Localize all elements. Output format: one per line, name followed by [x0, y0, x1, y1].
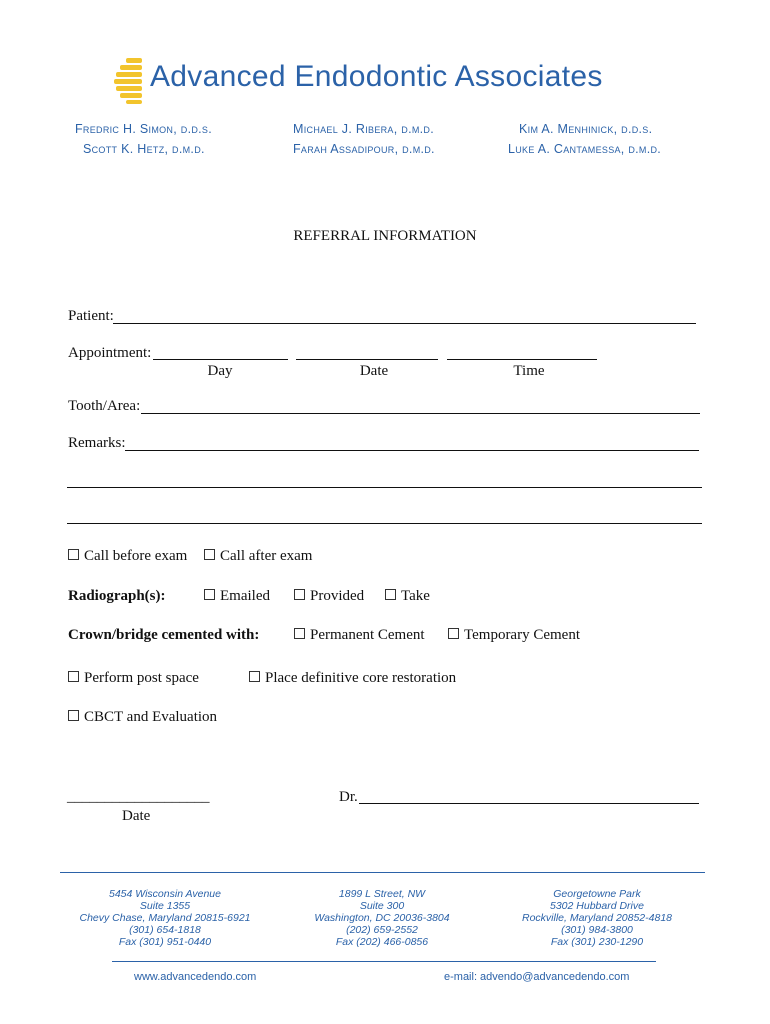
- core-restoration-option[interactable]: [249, 670, 456, 687]
- temporary-cement-label: Temporary Cement: [464, 627, 580, 643]
- office-address-rockville: [507, 888, 687, 948]
- office-address-chevy-chase: [75, 888, 255, 948]
- temporary-cement-option[interactable]: [448, 627, 580, 644]
- date-signature-field[interactable]: ___________________: [67, 789, 210, 805]
- call-before-exam-label: Call before exam: [84, 548, 188, 564]
- emailed-label: Emailed: [220, 588, 270, 604]
- core-restoration-label: Place definitive core restoration: [265, 670, 457, 686]
- checkbox-icon[interactable]: [385, 589, 396, 600]
- remarks-line[interactable]: [67, 487, 702, 488]
- doctor-label: Dr.: [339, 789, 358, 805]
- address-line: Suite 1355: [139, 900, 191, 912]
- patient-label: Patient:: [68, 308, 114, 324]
- tooth-area-field[interactable]: [141, 413, 700, 414]
- day-label: Day: [207, 363, 233, 379]
- address-line: Chevy Chase, Maryland 20815-6921: [79, 912, 251, 924]
- doctor-name: Farah Assadipour, d.m.d.: [293, 142, 435, 156]
- address-line: Rockville, Maryland 20852-4818: [522, 912, 672, 924]
- checkbox-icon[interactable]: [448, 628, 459, 639]
- doctor-name: Fredric H. Simon, d.d.s.: [75, 122, 212, 136]
- doctor-name: Michael J. Ribera, d.m.d.: [293, 122, 434, 136]
- permanent-cement-label: Permanent Cement: [310, 627, 425, 643]
- footer-divider-2: [112, 961, 656, 962]
- brand-name: Advanced Endodontic Associates: [150, 60, 603, 93]
- appointment-time-field[interactable]: [447, 359, 597, 360]
- fax: Fax (301) 230-1290: [550, 936, 644, 948]
- email-link[interactable]: e-mail: advendo@advancedendo.com: [444, 971, 630, 983]
- phone: (301) 984-3800: [561, 924, 633, 936]
- crown-bridge-label: Crown/bridge cemented with:: [68, 627, 260, 643]
- footer-divider: [60, 872, 705, 873]
- checkbox-icon[interactable]: [204, 549, 215, 560]
- checkbox-icon[interactable]: [294, 589, 305, 600]
- doctor-signature-field[interactable]: [359, 803, 699, 804]
- fax: Fax (202) 466-0856: [335, 936, 429, 948]
- radiograph-provided-option[interactable]: [294, 588, 364, 605]
- website-link[interactable]: www.advancedendo.com: [134, 971, 257, 983]
- checkbox-icon[interactable]: [68, 549, 79, 560]
- address-line: 5302 Hubbard Drive: [550, 900, 644, 912]
- fax: Fax (301) 951-0440: [118, 936, 212, 948]
- date-label: Date: [359, 363, 389, 379]
- checkbox-icon[interactable]: [68, 710, 79, 721]
- phone: (202) 659-2552: [346, 924, 418, 936]
- date-signature-label: Date: [122, 808, 151, 824]
- call-after-exam-option[interactable]: [204, 548, 312, 565]
- appointment-label: Appointment:: [68, 345, 152, 361]
- post-space-option[interactable]: [68, 670, 199, 687]
- address-line: Washington, DC 20036-3804: [314, 912, 450, 924]
- appointment-day-field[interactable]: [153, 359, 288, 360]
- radiographs-label: Radiograph(s):: [68, 588, 166, 604]
- phone: (301) 654-1818: [129, 924, 201, 936]
- time-label: Time: [513, 363, 545, 379]
- remarks-label: Remarks:: [68, 435, 126, 451]
- doctor-name: Kim A. Menhinick, d.d.s.: [519, 122, 653, 136]
- take-label: Take: [401, 588, 430, 604]
- remarks-field[interactable]: [125, 450, 699, 451]
- provided-label: Provided: [310, 588, 365, 604]
- appointment-date-field[interactable]: [296, 359, 438, 360]
- address-line: 5454 Wisconsin Avenue: [109, 888, 221, 900]
- radiograph-take-option[interactable]: [385, 588, 430, 605]
- logo-icon: [114, 58, 144, 104]
- cbct-option[interactable]: [68, 709, 217, 726]
- form-title: REFERRAL INFORMATION: [293, 228, 477, 244]
- checkbox-icon[interactable]: [294, 628, 305, 639]
- checkbox-icon[interactable]: [68, 671, 79, 682]
- tooth-area-label: Tooth/Area:: [68, 398, 141, 414]
- patient-field[interactable]: [113, 323, 696, 324]
- checkbox-icon[interactable]: [249, 671, 260, 682]
- call-after-exam-label: Call after exam: [220, 548, 313, 564]
- permanent-cement-option[interactable]: [294, 627, 425, 644]
- doctor-name: Luke A. Cantamessa, d.m.d.: [508, 142, 662, 156]
- call-before-exam-option[interactable]: [68, 548, 187, 565]
- doctor-name: Scott K. Hetz, d.m.d.: [83, 142, 205, 156]
- post-space-label: Perform post space: [84, 670, 199, 686]
- address-line: 1899 L Street, NW: [338, 888, 426, 900]
- office-address-washington: [292, 888, 472, 948]
- address-line: Suite 300: [359, 900, 405, 912]
- address-line: Georgetowne Park: [553, 888, 641, 900]
- remarks-line[interactable]: [67, 523, 702, 524]
- cbct-label: CBCT and Evaluation: [84, 709, 218, 725]
- radiograph-emailed-option[interactable]: [204, 588, 270, 605]
- checkbox-icon[interactable]: [204, 589, 215, 600]
